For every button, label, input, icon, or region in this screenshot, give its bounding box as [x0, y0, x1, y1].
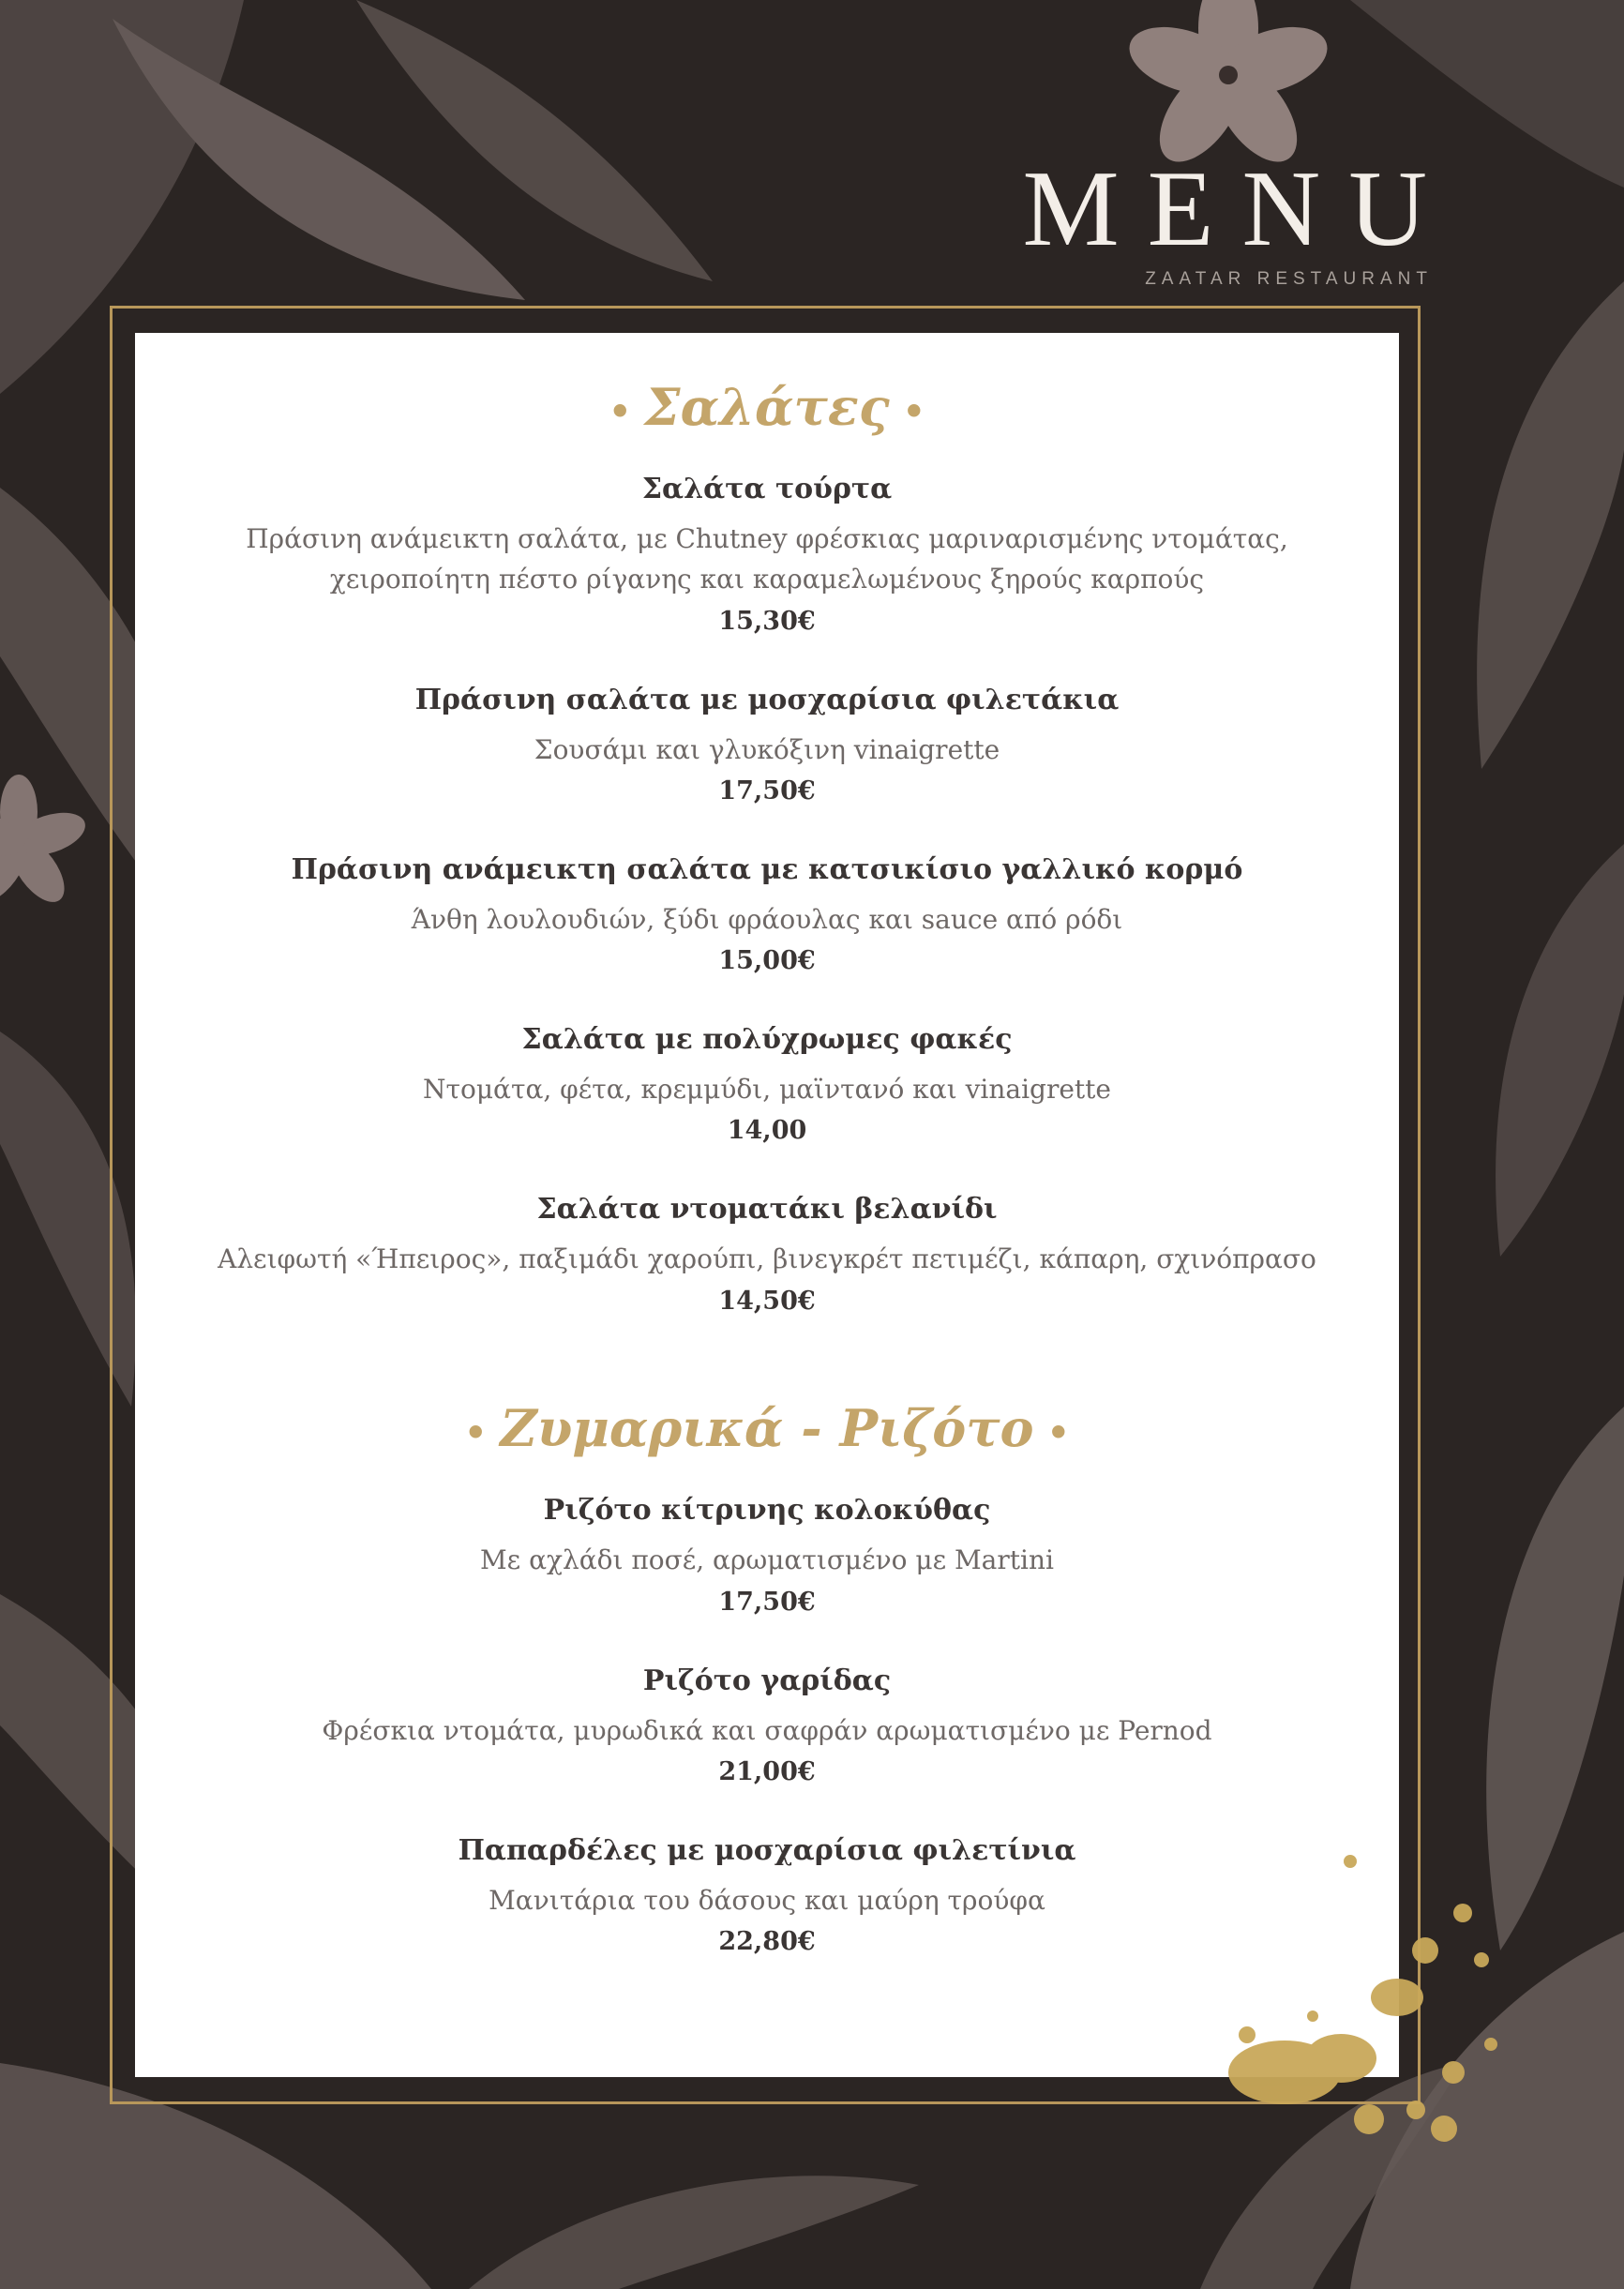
- item-description: Άνθη λουλουδιών, ξύδι φράουλας και sauce από ρόδι: [411, 903, 1123, 935]
- item-description: Σουσάμι και γλυκόξινη vinaigrette: [534, 733, 1000, 765]
- menu-item: [135, 1491, 1399, 1619]
- item-description: Με αχλάδι ποσέ, αρωματισμένο με Martini: [480, 1544, 1054, 1576]
- item-price: 15,30€: [718, 606, 816, 636]
- section-items-salads: [135, 470, 1399, 1318]
- item-description: Ντομάτα, φέτα, κρεμμύδι, μαϊντανό και vinaigrette: [423, 1073, 1111, 1105]
- menu-item: [135, 470, 1399, 640]
- item-price: 14,50€: [718, 1286, 816, 1316]
- item-price: 22,80€: [718, 1927, 816, 1957]
- item-price: 17,50€: [718, 1587, 816, 1617]
- item-name: Ριζότο κίτρινης κολοκύθας: [543, 1494, 991, 1528]
- bullet-icon: •: [464, 1411, 488, 1454]
- menu-item: [135, 1020, 1399, 1149]
- menu-item: [135, 851, 1399, 979]
- bullet-icon: •: [902, 389, 925, 432]
- item-name: Σαλάτα με πολύχρωμες φακές: [521, 1022, 1013, 1056]
- menu-item: [135, 1190, 1399, 1318]
- menu-item: [135, 681, 1399, 809]
- item-name: Σαλάτα τούρτα: [641, 473, 893, 505]
- menu-item: [135, 1662, 1399, 1790]
- item-name: Παπαρδέλες με μοσχαρίσια φιλετίνια: [458, 1833, 1076, 1867]
- bullet-icon: •: [609, 389, 632, 432]
- item-description: Πράσινη ανάμεικτη σαλάτα, με Chutney φρέσκιας μαριναρισμένης ντομάτας, χειροποίητη πέστο ρίγανης και καραμελωμένους ξηρούς καρπούς: [246, 523, 1288, 595]
- item-price: 15,00€: [718, 946, 816, 976]
- item-name: Ριζότο γαρίδας: [642, 1664, 892, 1697]
- item-name: Πράσινη ανάμεικτη σαλάτα με κατσικίσιο γαλλικό κορμό: [291, 852, 1243, 886]
- item-description: Μανιτάρια του δάσους και μαύρη τρούφα: [489, 1884, 1045, 1916]
- item-name: Σαλάτα ντοματάκι βελανίδι: [536, 1193, 998, 1227]
- restaurant-name: ZAATAR RESTAURANT: [1145, 269, 1433, 289]
- item-price: 21,00€: [718, 1756, 816, 1786]
- menu-header: [1022, 149, 1455, 290]
- bullet-icon: •: [1046, 1411, 1070, 1454]
- gold-splatter: [1210, 1847, 1510, 2157]
- section-title-pasta-risotto: • Ζυμαρικά - Ριζότο •: [135, 1403, 1399, 1453]
- item-description: Αλειφωτή «Ήπειρος», παξιμάδι χαρούπι, βινεγκρέτ πετιμέζι, κάπαρη, σχινόπρασο: [218, 1243, 1316, 1275]
- item-price: 17,50€: [718, 776, 816, 806]
- item-name: Πράσινη σαλάτα με μοσχαρίσια φιλετάκια: [414, 683, 1120, 716]
- section-title-salads: • Σαλάτες •: [135, 382, 1399, 432]
- menu-card: [135, 333, 1399, 2077]
- item-description: Φρέσκια ντομάτα, μυρωδικά και σαφράν αρωματισμένο με Pernod: [322, 1714, 1212, 1746]
- menu-title: MENU: [1022, 149, 1455, 269]
- item-price: 14,00: [727, 1116, 807, 1146]
